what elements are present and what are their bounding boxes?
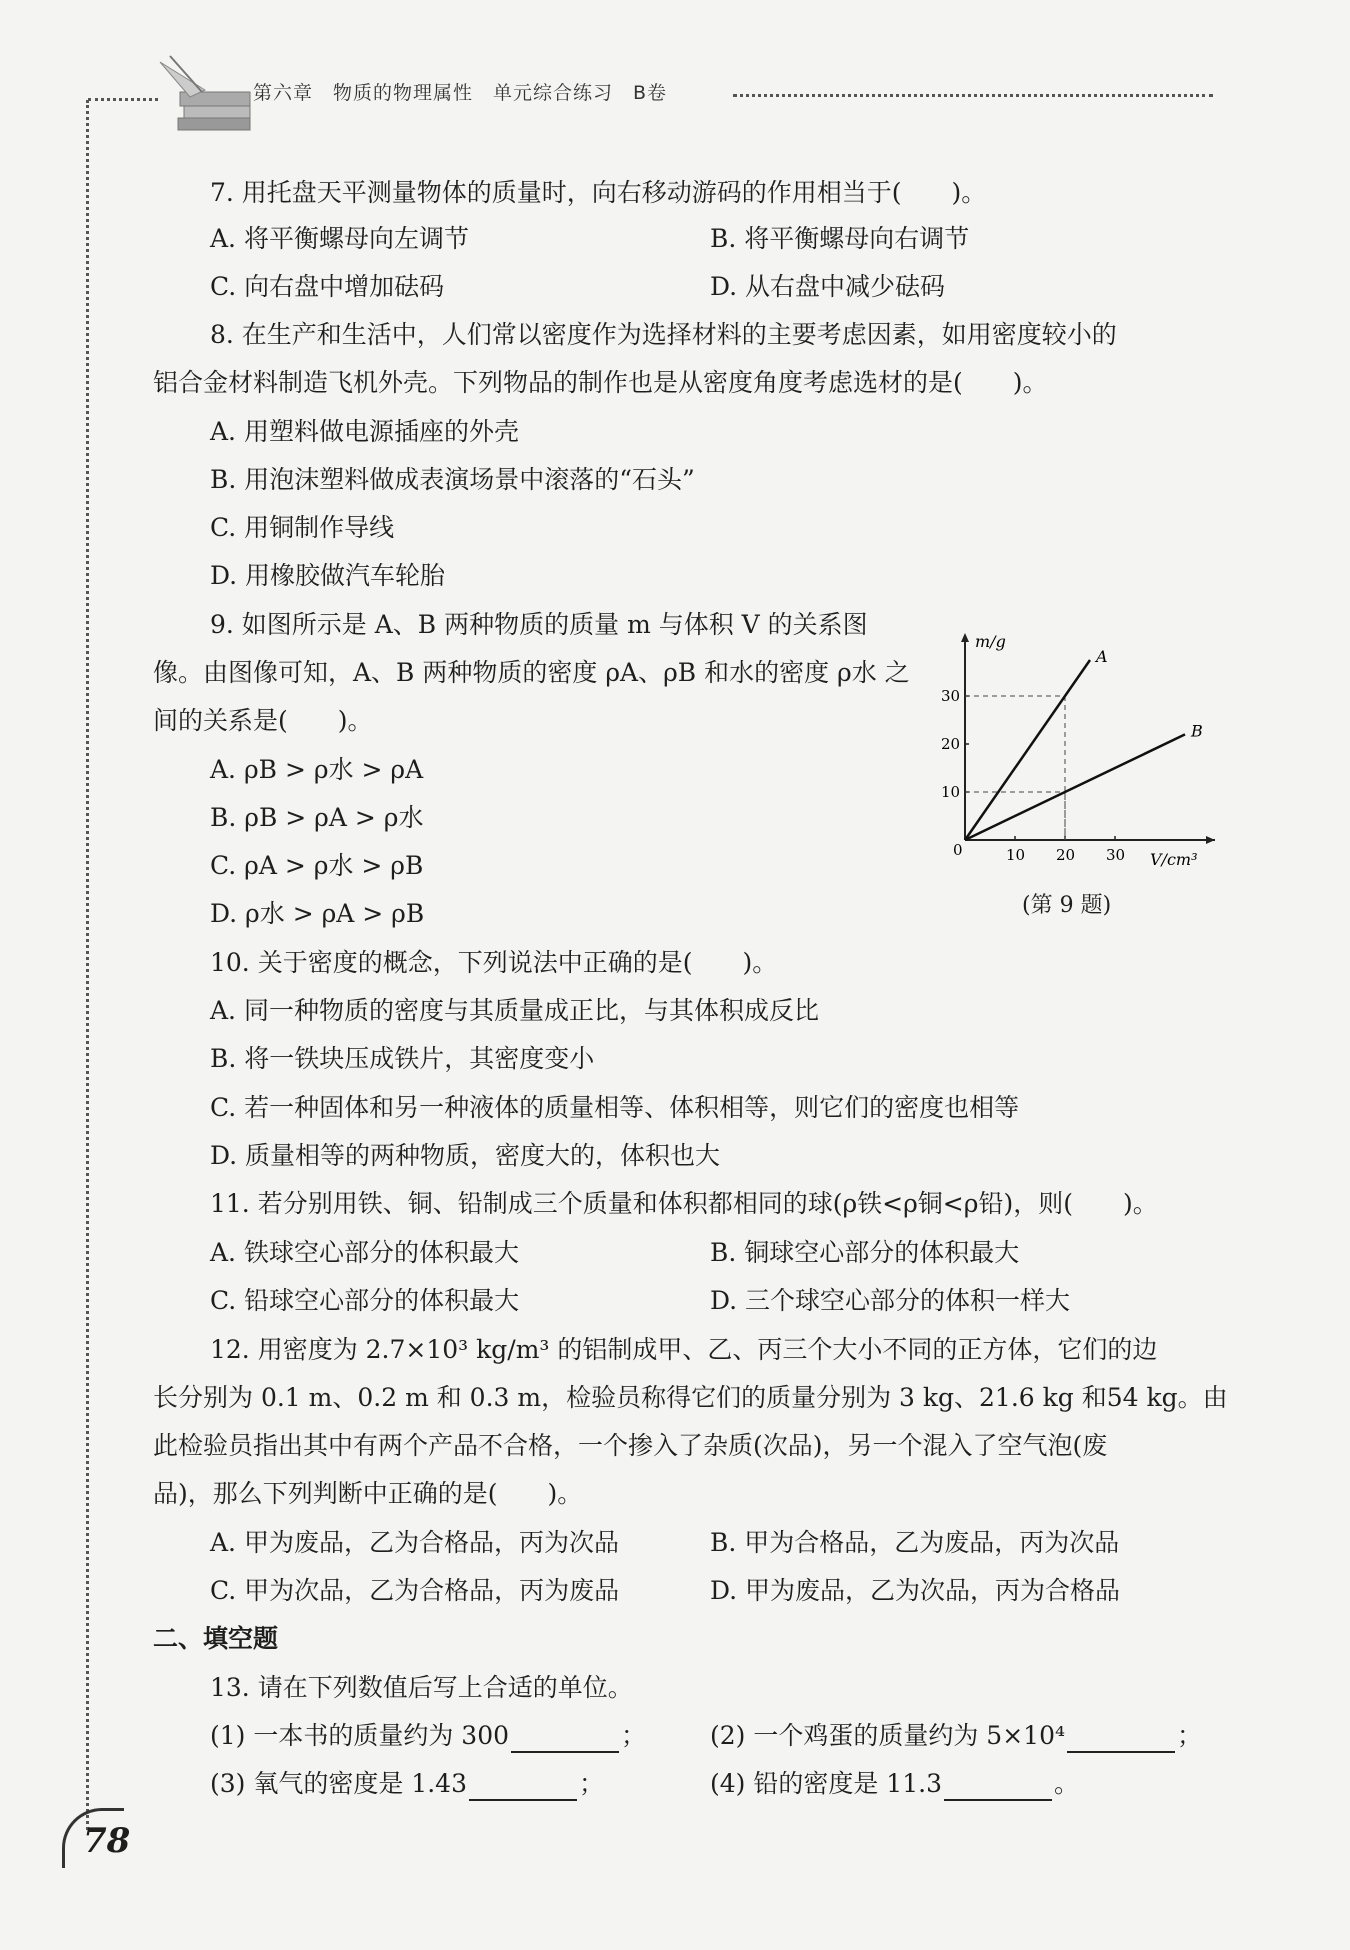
q12-stem-line3: 此检验员指出其中有两个产品不合格，一个掺入了杂质(次品)，另一个混入了空气泡(废 [153, 1431, 1108, 1460]
y-tick-label: 10 [941, 783, 961, 801]
q10-option-c: C. 若一种固体和另一种液体的质量相等、体积相等，则它们的密度也相等 [210, 1093, 1020, 1122]
q13-part2-end: ； [1177, 1721, 1203, 1750]
q12-option-d: D. 甲为废品，乙为次品，丙为合格品 [710, 1576, 1121, 1605]
q13-part4-end: 。 [1053, 1769, 1079, 1798]
q12-option-b: B. 甲为合格品，乙为废品，丙为次品 [710, 1528, 1120, 1557]
series-line-b [965, 734, 1185, 840]
q13-stem: 13. 请在下列数值后写上合适的单位。 [210, 1673, 633, 1702]
q9-option-d: D. ρ水 > ρA > ρB [210, 899, 425, 928]
page-number: 78 [62, 1808, 124, 1868]
q10-stem: 10. 关于密度的概念，下列说法中正确的是( )。 [210, 948, 778, 977]
q9-option-b: B. ρB > ρA > ρ水 [210, 803, 424, 832]
q12-stem-line2: 长分别为 0.1 m、0.2 m 和 0.3 m，检验员称得它们的质量分别为 3 kg、21.6 kg 和54 kg。由 [153, 1383, 1228, 1412]
y-axis-label: m/g [975, 632, 1006, 651]
q13-part2-blank[interactable] [1067, 1727, 1175, 1753]
series-label-a: A [1096, 647, 1108, 666]
q8-stem-line1: 8. 在生产和生活中，人们常以密度作为选择材料的主要考虑因素，如用密度较小的 [210, 320, 1117, 349]
q8-option-d: D. 用橡胶做汽车轮胎 [210, 561, 446, 590]
q11-option-a: A. 铁球空心部分的体积最大 [210, 1238, 519, 1267]
q13-part3-blank[interactable] [469, 1775, 577, 1801]
q13-part3-text: (3) 氧气的密度是 1.43 [210, 1769, 467, 1798]
series-label-b: B [1191, 721, 1203, 741]
q8-option-a: A. 用塑料做电源插座的外壳 [210, 417, 519, 446]
q12-option-a: A. 甲为废品，乙为合格品，丙为次品 [210, 1528, 619, 1557]
q13-part2-text: (2) 一个鸡蛋的质量约为 5×10⁴ [710, 1721, 1065, 1750]
q13-part3 [210, 1767, 604, 1801]
q13-part1-text: (1) 一本书的质量约为 300 [210, 1721, 510, 1750]
q13-part1 [210, 1719, 646, 1753]
q10-option-a: A. 同一种物质的密度与其质量成正比，与其体积成反比 [210, 996, 819, 1025]
q8-option-b: B. 用泡沫塑料做成表演场景中滚落的“石头” [210, 465, 695, 494]
x-axis-arrow [1206, 836, 1215, 844]
mass-volume-chart [925, 625, 1225, 925]
q13-part1-blank[interactable] [511, 1727, 619, 1753]
q11-option-c: C. 铅球空心部分的体积最大 [210, 1286, 520, 1315]
q10-option-b: B. 将一铁块压成铁片，其密度变小 [210, 1044, 595, 1073]
q10-option-d: D. 质量相等的两种物质，密度大的，体积也大 [210, 1141, 721, 1170]
q13-part4 [710, 1767, 1079, 1801]
q7-stem: 7. 用托盘天平测量物体的质量时，向右移动游码的作用相当于( )。 [210, 178, 987, 207]
q12-option-c: C. 甲为次品，乙为合格品，丙为废品 [210, 1576, 620, 1605]
q13-part4-blank[interactable] [944, 1775, 1052, 1801]
q8-option-c: C. 用铜制作导线 [210, 513, 395, 542]
figure-caption: (第 9 题) [1022, 893, 1112, 918]
x-axis-label: V/cm³ [1150, 850, 1198, 869]
q7-option-c: C. 向右盘中增加砝码 [210, 272, 445, 301]
q7-option-d: D. 从右盘中减少砝码 [710, 272, 946, 301]
series-line-a [965, 660, 1090, 840]
running-header [88, 78, 1213, 118]
q8-stem-line2: 铝合金材料制造飞机外壳。下列物品的制作也是从密度角度考虑选材的是( )。 [153, 368, 1048, 397]
x-tick-label: 20 [1056, 846, 1076, 864]
q13-part4-text: (4) 铅的密度是 11.3 [710, 1769, 942, 1798]
header-title: 第六章 物质的物理属性 单元综合练习 B卷 [253, 82, 668, 104]
margin-dots [86, 100, 89, 1830]
q11-option-b: B. 铜球空心部分的体积最大 [710, 1238, 1020, 1267]
header-dots-right [733, 94, 1213, 97]
q7-option-a: A. 将平衡螺母向左调节 [210, 224, 469, 253]
q13-part1-end: ； [621, 1721, 647, 1750]
x-tick-label: 30 [1106, 846, 1126, 864]
q11-stem: 11. 若分别用铁、铜、铅制成三个质量和体积都相同的球(ρ铁<ρ铜<ρ铅)，则( )。 [210, 1189, 1158, 1218]
header-dots-left [88, 98, 158, 101]
y-axis-arrow [961, 633, 969, 642]
x-tick-label: 10 [1006, 846, 1026, 864]
books-icon [150, 52, 260, 132]
q13-part2 [710, 1719, 1202, 1753]
q9-stem-line2: 像。由图像可知，A、B 两种物质的密度 ρA、ρB 和水的密度 ρ水 之 [153, 658, 910, 687]
q11-option-d: D. 三个球空心部分的体积一样大 [710, 1286, 1071, 1315]
y-tick-label: 20 [941, 735, 961, 753]
q7-option-b: B. 将平衡螺母向右调节 [710, 224, 970, 253]
origin-label: 0 [953, 841, 963, 859]
section-title: 二、填空题 [153, 1624, 279, 1653]
q9-stem-line1: 9. 如图所示是 A、B 两种物质的质量 m 与体积 V 的关系图 [210, 610, 868, 639]
y-tick-label: 30 [941, 687, 961, 705]
q9-option-a: A. ρB > ρ水 > ρA [210, 755, 424, 784]
q9-option-c: C. ρA > ρ水 > ρB [210, 851, 424, 880]
q13-part3-end: ； [578, 1769, 604, 1798]
q12-stem-line1: 12. 用密度为 2.7×10³ kg/m³ 的铝制成甲、乙、丙三个大小不同的正方体，它们的边 [210, 1335, 1158, 1364]
q12-stem-line4: 品)，那么下列判断中正确的是( )。 [153, 1479, 583, 1508]
q9-stem-line3: 间的关系是( )。 [153, 706, 373, 735]
